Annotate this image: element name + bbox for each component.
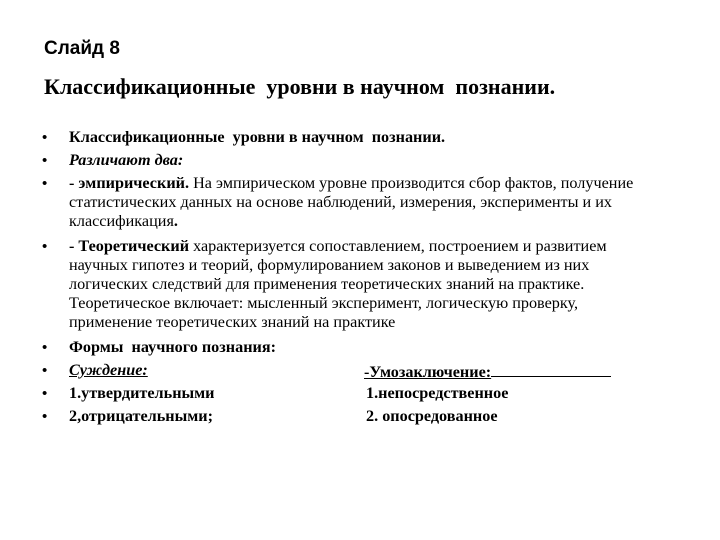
bullet-icon: • bbox=[42, 385, 48, 402]
bullet-icon: • bbox=[42, 408, 48, 425]
list-item bbox=[42, 151, 662, 170]
list-item bbox=[42, 174, 662, 231]
bullet-icon: • bbox=[42, 152, 48, 169]
bullet-icon: • bbox=[42, 175, 48, 192]
list-item bbox=[42, 407, 662, 426]
item-text: На эмпирическом уровне производится сбор фактов, получение статистических данных на основе наблюдений, измерения, эксперименты и их классификация bbox=[69, 174, 634, 230]
bullet-list bbox=[42, 128, 662, 430]
blank-underline bbox=[491, 361, 611, 377]
item-left-text: 1.утвердительными bbox=[69, 384, 215, 402]
item-text: Различают два: bbox=[69, 151, 184, 169]
item-term: - эмпирический. bbox=[69, 174, 190, 192]
bullet-icon: • bbox=[42, 362, 48, 379]
item-right-text bbox=[364, 361, 611, 382]
bullet-icon: • bbox=[42, 339, 48, 356]
item-right-text: 1.непосредственное bbox=[366, 384, 509, 402]
slide-number: Слайд 8 bbox=[44, 38, 120, 59]
list-item bbox=[42, 338, 662, 357]
item-right-text: 2. опосредованное bbox=[366, 407, 498, 425]
slide-title: Классификационные уровни в научном познании. bbox=[44, 74, 556, 99]
list-item bbox=[42, 237, 662, 332]
item-left-text: 2,отрицательными; bbox=[69, 407, 213, 425]
item-term: - Теоретический bbox=[69, 237, 190, 255]
bullet-icon: • bbox=[42, 238, 48, 255]
item-text: Классификационные уровни в научном познании. bbox=[69, 128, 446, 146]
bullet-icon: • bbox=[42, 129, 48, 146]
list-item bbox=[42, 384, 662, 403]
item-right-label: -Умозаключение: bbox=[364, 363, 492, 381]
list-item bbox=[42, 361, 662, 380]
item-left-text: Суждение: bbox=[69, 361, 148, 379]
item-text: Формы научного познания: bbox=[69, 338, 276, 356]
item-text-end: . bbox=[173, 212, 178, 230]
item-text: характеризуется сопоставлением, построением и развитием научных гипотез и теорий, формулированием законов и выведением из них логических следствий для применения теоретических знаний на практике. Теоретическое включает: мысленный эксперимент, логическую проверку, применение теоретических знаний на практике bbox=[69, 237, 607, 331]
list-item bbox=[42, 128, 662, 147]
